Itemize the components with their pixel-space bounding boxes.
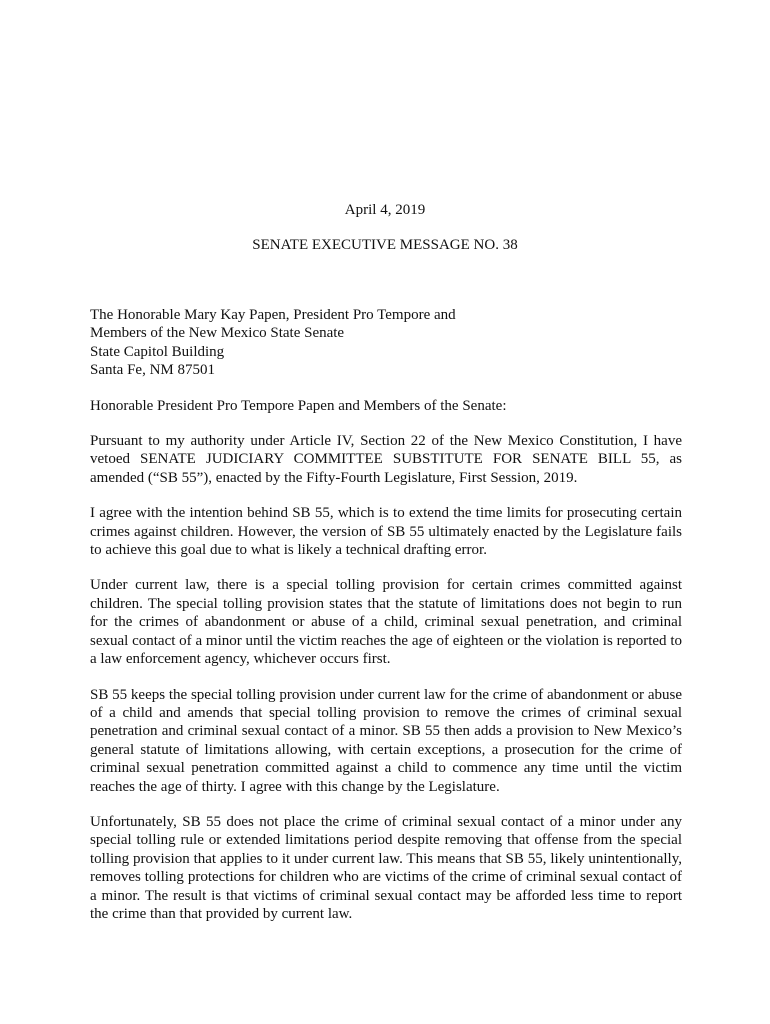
paragraph: Unfortunately, SB 55 does not place the crime of criminal sexual contact of a minor under any special tolling rule or extended limitations period despite removing that offense from the special tolling provision that applies to it under current law. This means that SB 55, likely unintentionally, removes tolling protections for children who are victims of the crime of criminal sexual contact of a minor. The result is that victims of criminal sexual contact may be afforded less time to report the crime than that provided by current law.	[90, 813, 682, 922]
address-line: State Capitol Building	[90, 343, 225, 360]
recipient-address	[90, 306, 682, 380]
message-number: SENATE EXECUTIVE MESSAGE NO. 38	[252, 237, 518, 253]
paragraph: I agree with the intention behind SB 55, which is to extend the time limits for prosecuting certain crimes against children. However, the version of SB 55 ultimately enacted by the Legislature fails to achieve this goal due to what is likely a technical drafting error.	[90, 505, 682, 559]
paragraph: Pursuant to my authority under Article IV, Section 22 of the New Mexico Constitution, I have vetoed SENATE JUDICIARY COMMITTEE SUBSTITUTE FOR SENATE BILL 55, as amended (“SB 55”), enacted by the Fifty-Fourth Legislature, First Session, 2019.	[90, 433, 682, 486]
letter-body	[90, 306, 682, 923]
salutation: Honorable President Pro Tempore Papen and Members of the Senate:	[90, 397, 507, 414]
paragraph: SB 55 keeps the special tolling provision under current law for the crime of abandonment or abuse of a child and amends that special tolling provision to remove the crimes of criminal sexual penetration and criminal sexual contact of a minor. SB 55 then adds a provision to New Mexico’s general statute of limitations allowing, with certain exceptions, a prosecution for the crime of criminal sexual penetration committed against a child to commence any time until the victim reaches the age of thirty. I agree with this change by the Legislature.	[90, 686, 682, 795]
address-line: Santa Fe, NM 87501	[90, 362, 215, 379]
letter-date: April 4, 2019	[344, 202, 426, 218]
address-line: The Honorable Mary Kay Papen, President Pro Tempore and	[90, 307, 456, 323]
address-line: Members of the New Mexico State Senate	[90, 325, 345, 342]
paragraph: Under current law, there is a special tolling provision for certain crimes committed against children. The special tolling provision states that the statute of limitations does not begin to run for the crimes of abandonment or abuse of a child, criminal sexual penetration, and criminal sexual contact of a minor until the victim reaches the age of eighteen or the violation is reported to a law enforcement agency, whichever occurs first.	[90, 577, 682, 668]
